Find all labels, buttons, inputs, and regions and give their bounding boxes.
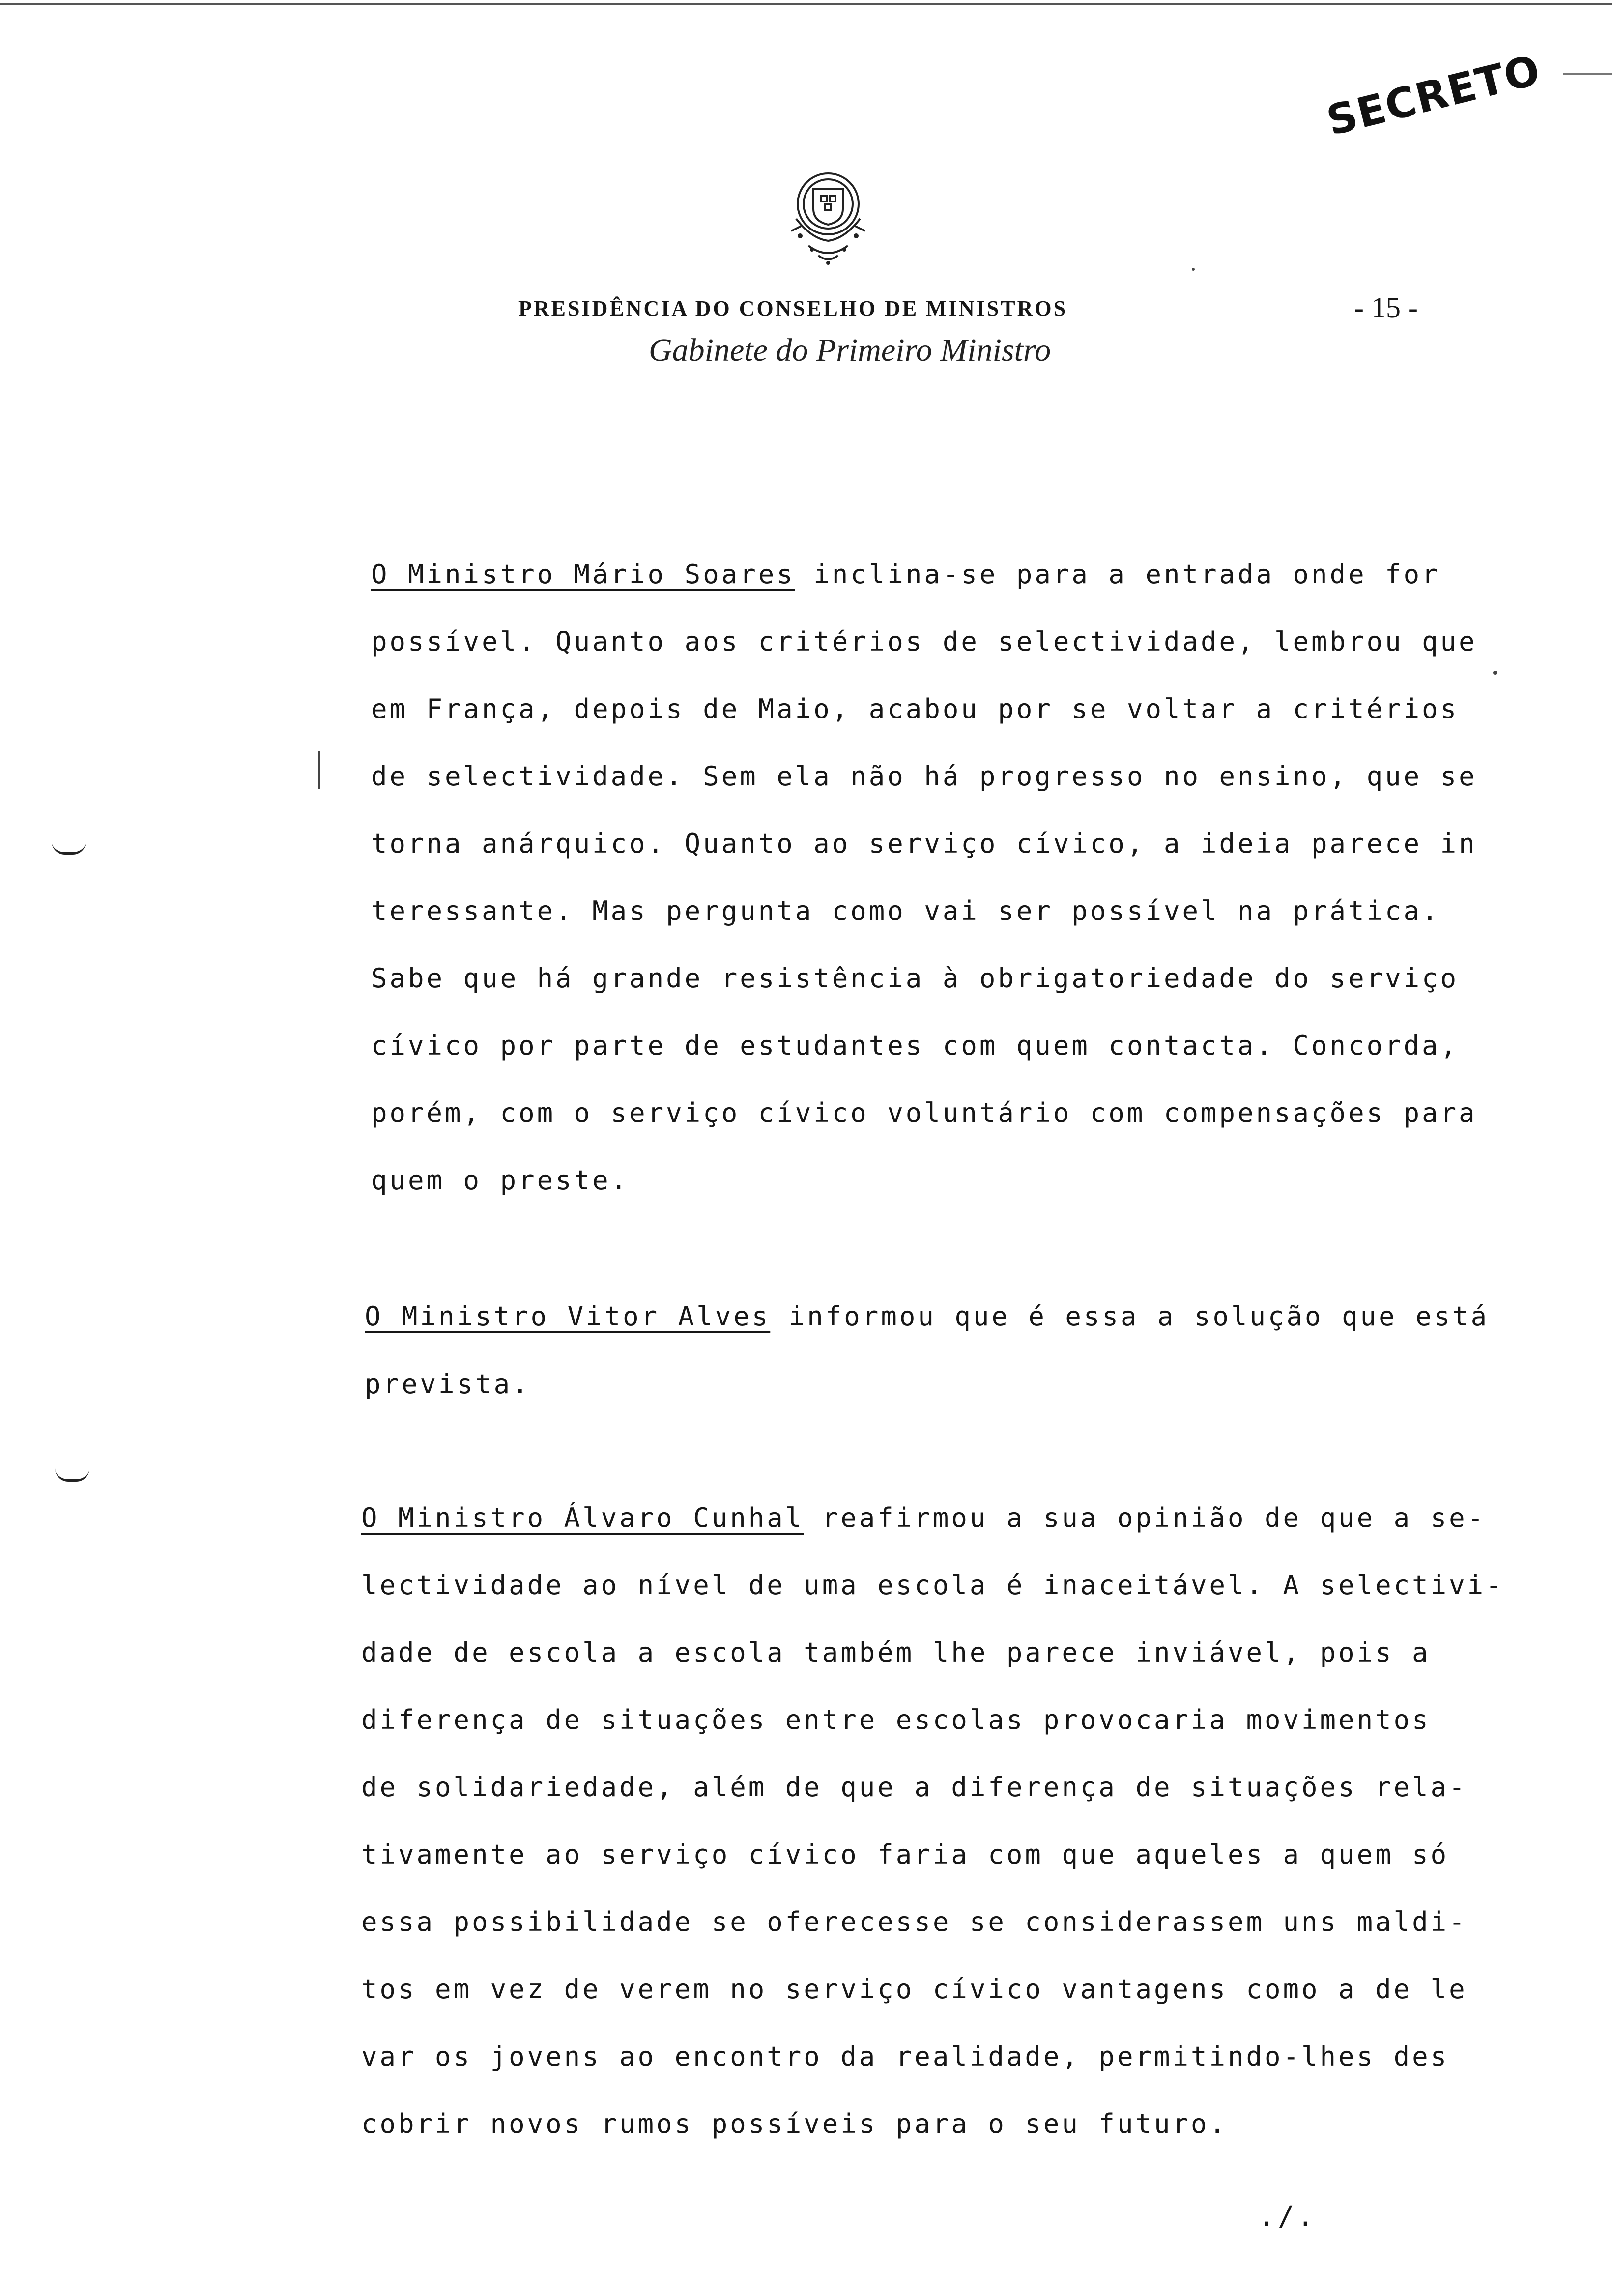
paragraph-1-line-2: possível. Quanto aos critérios de selectividade, lembrou que: [371, 626, 1477, 657]
paragraph-3-line-5: de solidariedade, além de que a diferença de situações rela-: [361, 1772, 1468, 1803]
paragraph-1-line-6: teressante. Mas pergunta como vai ser possível na prática.: [371, 895, 1440, 926]
margin-line: [318, 751, 320, 789]
paragraph-1-line-1: [371, 561, 1440, 588]
paragraph-1-line-5: torna anárquico. Quanto ao serviço cívico, a ideia parece in: [371, 828, 1477, 859]
continuation-mark: ./.: [1258, 2201, 1317, 2233]
text-line: informou que é essa a solução que está: [770, 1301, 1490, 1332]
paragraph-1-line-7: Sabe que há grande resistência à obrigatoriedade do serviço: [371, 963, 1459, 994]
margin-mark: [52, 841, 86, 855]
margin-mark: [55, 1468, 89, 1482]
secret-stamp: SECRETO: [1322, 45, 1546, 145]
paragraph-1-line-8: cívico por parte de estudantes com quem contacta. Concorda,: [371, 1030, 1459, 1061]
paragraph-3-line-9: var os jovens ao encontro da realidade, permitindo-lhes des: [361, 2041, 1449, 2072]
page-number: - 15 -: [1354, 291, 1418, 324]
paragraph-3-line-4: diferença de situações entre escolas provocaria movimentos: [361, 1704, 1431, 1735]
top-edge-rule: [0, 3, 1612, 5]
text-line: reafirmou a sua opinião de que a se-: [804, 1502, 1486, 1533]
top-right-rule: [1563, 73, 1612, 75]
coat-of-arms-emblem: [767, 162, 890, 275]
paragraph-3-line-6: tivamente ao serviço cívico faria com que aqueles a quem só: [361, 1839, 1449, 1870]
speck: [1493, 671, 1497, 675]
paragraph-3-line-3: dade de escola a escola também lhe parece inviável, pois a: [361, 1637, 1431, 1668]
paragraph-2-line-2: prevista.: [365, 1369, 531, 1400]
paragraph-3-line-2: lectividade ao nível de uma escola é inaceitável. A selectivi-: [361, 1570, 1504, 1601]
speaker-name: O Ministro Mário Soares: [371, 559, 795, 590]
speck: [1192, 268, 1195, 271]
paragraph-3-line-7: essa possibilidade se oferecesse se considerassem uns maldi-: [361, 1906, 1468, 1937]
paragraph-3-line-8: tos em vez de verem no serviço cívico vantagens como a de le: [361, 1974, 1468, 2005]
paragraph-1-line-10: quem o preste.: [371, 1165, 630, 1196]
paragraph-2-line-1: [365, 1303, 1489, 1330]
paragraph-3-line-1: [361, 1502, 1486, 1533]
paragraph-1-line-3: em França, depois de Maio, acabou por se voltar a critérios: [371, 693, 1459, 724]
paragraph-1-line-4: de selectividade. Sem ela não há progresso no ensino, que se: [371, 761, 1477, 792]
office-subheading: Gabinete do Primeiro Ministro: [649, 332, 1051, 368]
speaker-name: O Ministro Álvaro Cunhal: [361, 1502, 804, 1533]
speaker-name: O Ministro Vitor Alves: [365, 1301, 771, 1332]
paragraph-3-line-10: cobrir novos rumos possíveis para o seu futuro.: [361, 2108, 1228, 2139]
paragraph-1-line-9: porém, com o serviço cívico voluntário com compensações para: [371, 1097, 1477, 1128]
text-line: inclina-se para a entrada onde for: [795, 559, 1440, 590]
institution-heading: PRESIDÊNCIA DO CONSELHO DE MINISTROS: [518, 296, 1068, 320]
